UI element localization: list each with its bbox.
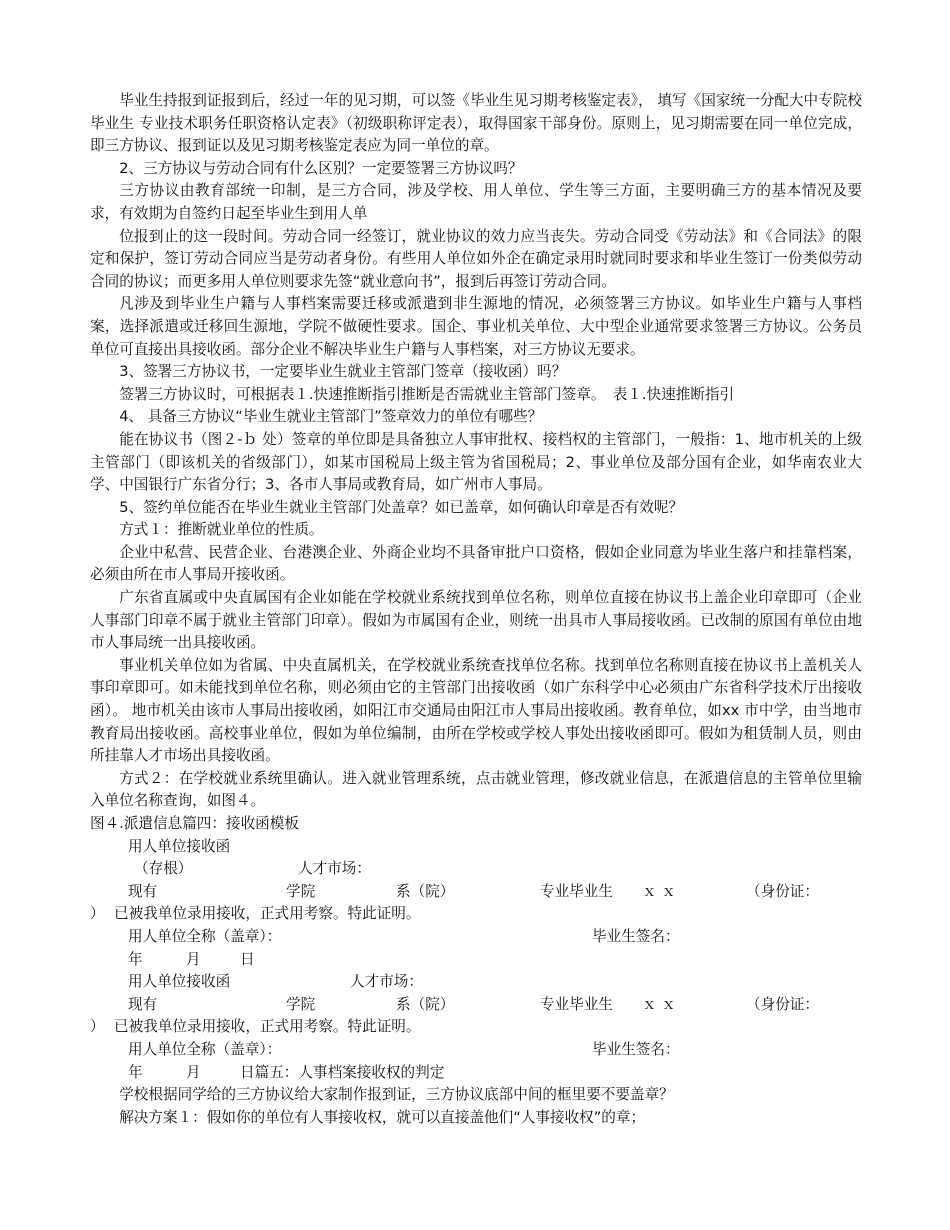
paragraph: 能在协议书（图２-ｂ 处）签章的单位即是具备独立人事审批权、接档权的主管部门，一般指：1、地市机关的上级主管部门（即该机关的省级部门），如某市国税局上级主管为省国税局；2、事业单位及部分国有企业，如华南农业大学、中国银行广东省分行；3、各市人事局或教育局，如广州市人事局。 [90,430,862,494]
template-title: 图４.派遣信息篇四：接收函模板 [90,815,299,832]
form2-major: 专业毕业生 [540,995,613,1013]
paragraph: 凡涉及到毕业生户籍与人事档案需要迁移或派遣到非生源地的情况，必须签署三方协议。如毕业生户籍与人事档案，选择派遣或迁移回生源地，学院不做硬性要求。国企、事业机关单位、大中型企业通常要求签署三方协议。公务员单位可直接出具接收函。部分企业不解决毕业生户籍与人事档案，对三方协议无要求。 [90,295,862,358]
paragraph: 学校根据同学给的三方协议给大家制作报到证，三方协议底部中间的框里要不要盖章？ [119,1086,674,1104]
form1-close: ） [90,905,105,923]
form2-accepted: 已被我单位录用接收，正式用考察。特此证明。 [114,1018,421,1036]
form2-month: 月 [186,1063,201,1081]
form1-title: 用人单位接收函 [128,837,231,855]
form2-close: ） [90,1018,105,1036]
paragraph: 企业中私营、民营企业、台港澳企业、外商企业均不具备审批户口资格，假如企业同意为毕业生落户和挂靠档案，必须由所在市人事局开接收函。 [90,543,862,584]
form1-major: 专业毕业生 [540,882,613,900]
form2-college: 学院 [286,995,316,1013]
section-heading-5: 5、签约单位能否在毕业生就业主管部门处盖章？如已盖章，如何确认印章是否有效呢？ [119,498,684,516]
paragraph: 位报到止的这一段时间。劳动合同一经签订，就业协议的效力应当丧失。劳动合同受《劳动法》和《合同法》的限定和保护，签订劳动合同应当是劳动者身份。有些用人单位如外企在确定录用时就同时要求和毕业生签订一份类似劳动合同的协议；而更多用人单位则要求先签“就业意向书”，报到后再签订劳动合同。 [90,227,862,290]
paragraph: 事业机关单位如为省属、中央直属机关，在学校就业系统查找单位名称。找到单位名称则直接在协议书上盖机关人事印章即可。如未能找到单位名称，则必须由它的主管部门出接收函（如广东科学中心必须由广东省科学技术厅出接收函）。 地市机关由该市人事局出接收函，如阳江市交通局由阳江市人事局出接收函。教育单位，如xx 市中学，由当地市教育局出接收函。高校事业单位，假如为单位编制，由所在学校或学校人事处出接收函即可。假如为租赁制人员，则由所挂靠人才市场出具接收函。 [90,656,862,765]
form1-college: 学院 [286,882,316,900]
form2-accept-row [90,1016,862,1039]
solution-paragraph: 解决方案１：假如你的单位有人事接收权，就可以直接盖他们“人事接收权”的章； [119,1108,646,1126]
method-heading: 方式１：推断就业单位的性质。 [119,521,324,539]
paragraph: 广东省直属或中央直属国有企业如能在学校就业系统找到单位名称，则单位直接在协议书上盖企业印章即可（企业人事部门印章不属于就业主管部门印章）。假如为市属国有企业，则统一出具市人事局接收函。已改制的原国有单位由地市人事局统一出具接收函。 [90,589,862,652]
form1-now: 现有 [128,882,158,900]
form1-body-row [90,881,862,904]
form1-xx: ｘ ｘ [642,882,676,900]
paragraph: 签署三方协议时，可根据表１.快速推断指引推断是否需就业主管部门签章。 表１.快速推断指引 [119,385,735,403]
form1-day: 日 [240,950,255,968]
form1-month: 月 [186,950,201,968]
form1-stub: （存根） [134,860,193,878]
form1-sign: 毕业生签名： [592,927,680,945]
section-heading-2: 2、三方协议与劳动合同有什么区别？一定要签署三方协议吗？ [119,159,523,177]
paragraph: 三方协议由教育部统一印制，是三方合同，涉及学校、用人单位、学生等三方面，主要明确三方的基本情况及要求，有效期为自签约日起至毕业生到用人单 [90,182,862,222]
form2-dept: 系（院） [396,995,455,1013]
form2-id: （身份证： [746,995,819,1013]
form2-unit-row [90,1039,862,1062]
form2-title: 用人单位接收函 [128,973,231,991]
form2-sign: 毕业生签名： [592,1040,680,1058]
section-heading-4: 4、 具备三方协议“毕业生就业主管部门”签章效力的单位有哪些？ [119,408,543,426]
form2-now: 现有 [128,995,158,1013]
form2-date-row [90,1062,862,1085]
form2-year: 年 [128,1063,143,1081]
form1-title-row [90,836,862,859]
form2-title-row [90,971,862,994]
document-body [90,90,862,1129]
form1-year: 年 [128,950,143,968]
paragraph: 毕业生持报到证报到后，经过一年的见习期，可以签《毕业生见习期考核鉴定表》， 填写《国家统一分配大中专院校毕业生 专业技术职务任职资格认定表》（初级职称评定表），取得国家干部身份。原则上，见习期需要在同一单位完成，即三方协议、报到证以及见习期考核鉴定表应为同一单位的章。 [90,92,862,155]
form1-id: （身份证： [746,882,819,900]
form2-xx: ｘ ｘ [642,995,676,1013]
form2-market: 人才市场： [350,973,423,991]
form1-dept: 系（院） [396,882,455,900]
form2-day-and-heading: 日篇五：人事档案接收权的判定 [240,1063,445,1081]
form2-body-row [90,994,862,1017]
section-heading-3: 3、签署三方协议书，一定要毕业生就业主管部门签章（接收函）吗？ [119,363,567,381]
form1-unit-row [90,926,862,949]
form1-date-row [90,949,862,972]
form1-accepted: 已被我单位录用接收，正式用考察。特此证明。 [114,905,421,923]
form1-accept-row [90,903,862,926]
paragraph: 方式２：在学校就业系统里确认。进入就业管理系统，点击就业管理，修改就业信息，在派遣信息的主管单位里输入单位名称查询，如图４。 [90,769,862,810]
form1-market: 人才市场： [298,860,371,878]
form1-stub-row [90,858,862,881]
form1-unit: 用人单位全称（盖章）： [128,927,282,945]
form2-unit: 用人单位全称（盖章）： [128,1040,282,1058]
